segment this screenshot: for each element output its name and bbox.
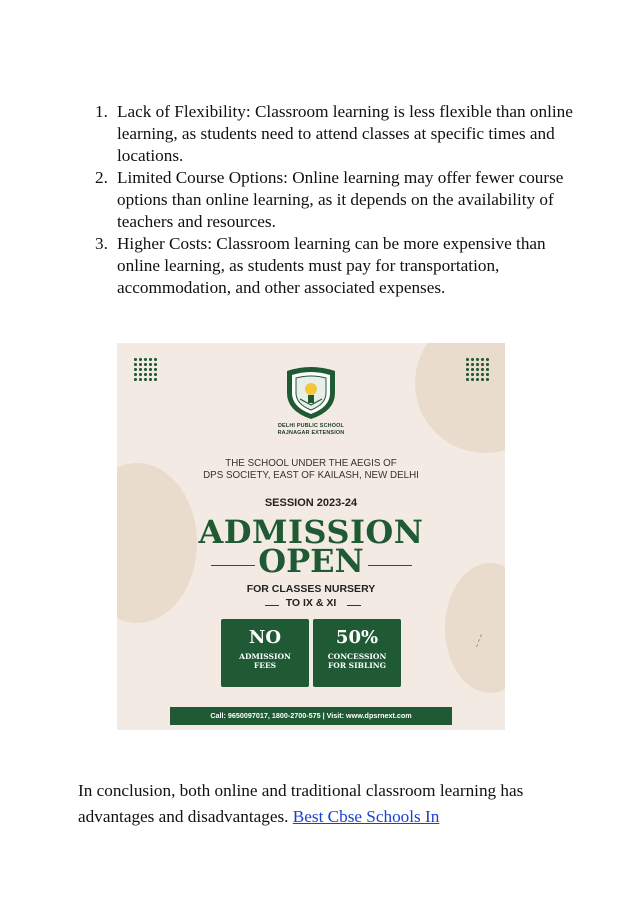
list-number: 3. xyxy=(95,234,108,253)
divider-line xyxy=(368,565,412,566)
box-text: CONCESSION xyxy=(327,652,387,661)
aegis-text: THE SCHOOL UNDER THE AEGIS OF xyxy=(225,458,397,469)
list-number: 1. xyxy=(95,102,108,121)
signature-mark: ~ ~ ~ xyxy=(474,633,486,649)
conclusion-paragraph xyxy=(78,778,578,830)
school-branch: RAJNAGAR EXTENSION xyxy=(277,430,345,436)
box-heading: NO xyxy=(248,627,282,648)
box-text: FOR SIBLING xyxy=(327,661,386,670)
no-fees-box xyxy=(221,619,309,687)
list-item xyxy=(95,101,575,167)
open-heading: OPEN xyxy=(258,542,364,580)
list-number: 2. xyxy=(95,168,108,187)
decorative-shape xyxy=(415,343,505,453)
aegis-text: DPS SOCIETY, EAST OF KAILASH, NEW DELHI xyxy=(203,470,419,481)
list-item-text: Lack of Flexibility: Classroom learning is less flexible than online learning, as students need to attend classes at specific times and locations. xyxy=(117,102,573,165)
best-cbse-schools-link[interactable]: Best Cbse Schools In xyxy=(292,807,440,826)
classes-text: FOR CLASSES NURSERY xyxy=(246,583,376,595)
school-crest-logo xyxy=(281,365,341,421)
contact-bar: Call: 9650097017, 1800-2700-575 | Visit: www.dpsrnext.com xyxy=(170,707,452,725)
dot-grid-decoration xyxy=(465,357,489,381)
box-heading: 50% xyxy=(335,627,379,648)
box-text: FEES xyxy=(253,661,277,670)
disadvantages-list xyxy=(95,101,575,299)
open-heading-row xyxy=(117,542,505,582)
session-label: SESSION 2023-24 xyxy=(264,497,358,509)
list-item-text: Higher Costs: Classroom learning can be more expensive than online learning, as students must pay for transportation, accommodation, and other associated expenses. xyxy=(117,234,546,297)
conclusion-text: In conclusion, both online and traditional classroom learning has advantages and disadvantages. xyxy=(78,781,524,826)
school-name: DELHI PUBLIC SCHOOL xyxy=(277,423,345,429)
list-item xyxy=(95,233,575,299)
admission-poster-image xyxy=(117,343,505,730)
dot-grid-decoration xyxy=(133,357,157,381)
divider-line xyxy=(347,605,361,606)
box-text: ADMISSION xyxy=(239,652,291,661)
list-item-text: Limited Course Options: Online learning may offer fewer course options than online learning, as it depends on the availability of teachers and resources. xyxy=(117,168,564,231)
classes-text: TO IX & XI xyxy=(285,597,337,609)
list-item xyxy=(95,167,575,233)
admission-heading: ADMISSION xyxy=(198,513,424,551)
concession-box xyxy=(313,619,401,687)
